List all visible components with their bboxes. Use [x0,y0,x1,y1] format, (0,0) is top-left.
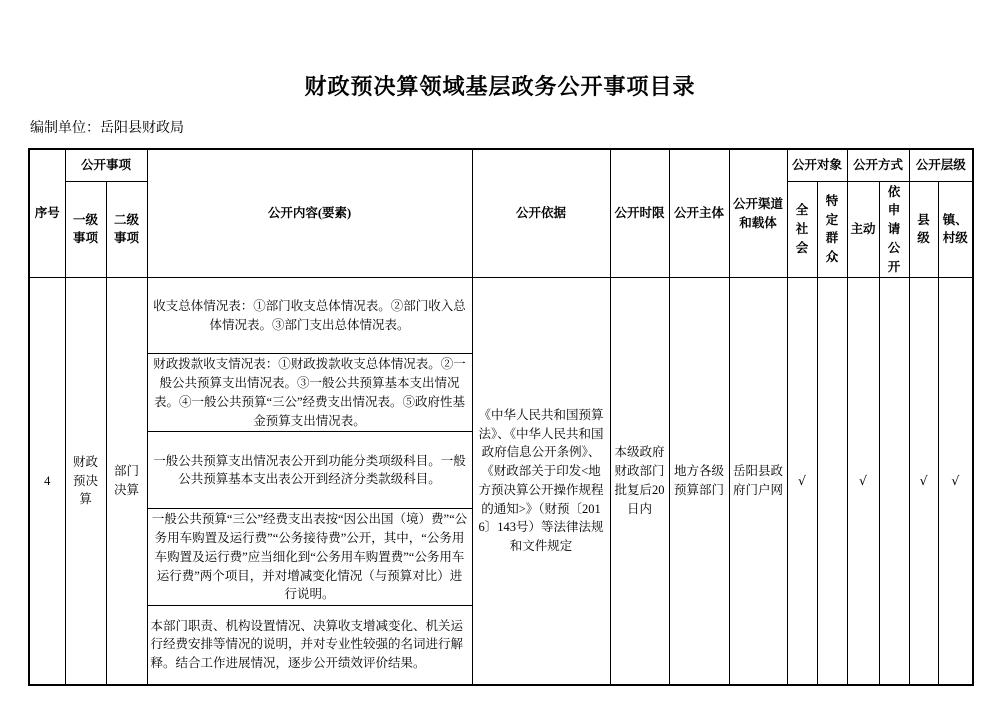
header-item-l2: 二级事项 [106,181,147,278]
cell-item-l2: 部门决算 [106,278,147,685]
cell-content-3: 一般公共预算支出情况表公开到功能分类项级科目。一般公共预算基本支出表公开到经济分类款级科目。 [147,432,472,509]
header-time-limit: 公开时限 [610,149,669,278]
table-row [29,278,973,354]
cell-check-county: √ [909,278,938,685]
header-basis: 公开依据 [472,149,610,278]
cell-subject: 地方各级预算部门 [669,278,729,685]
cell-channel: 岳阳县政府门户网 [729,278,787,685]
cell-content-4: 一般公共预算“三公”经费支出表按“因公出国（境）费”“公务用车购置及运行费”“公务接待费”公开，其中，“公务用车购置及运行费”应当细化到“公务用车购置费”“公务用车运行费”两个项目，并对增减变化情况（与预算对比）进行说明。 [147,509,472,606]
cell-content-5: 本部门职责、机构设置情况、决算收支增减变化、机关运行经费安排等情况的说明，并对专业性较强的名词进行解释。结合工作进展情况，逐步公开绩效评价结果。 [147,606,472,685]
header-row-1 [29,149,973,181]
cell-check-public: √ [787,278,817,685]
cell-content-2: 财政拨款收支情况表：①财政拨款收支总体情况表。②一般公共预算支出情况表。③一般公共预算基本支出情况表。④一般公共预算“三公”经费支出情况表。⑤政府性基金预算支出情况表。 [147,354,472,432]
header-channel: 公开渠道和载体 [729,149,787,278]
header-method-active: 主动 [847,181,879,278]
cell-seq: 4 [29,278,65,685]
header-level-county: 县级 [909,181,938,278]
cell-item-l1: 财政预决算 [65,278,106,685]
header-audience-group: 公开对象 [787,149,847,181]
header-audience-specific: 特定群众 [817,181,847,278]
cell-time-limit: 本级政府财政部门批复后20日内 [610,278,669,685]
header-level-town: 镇、村级 [938,181,973,278]
header-subject: 公开主体 [669,149,729,278]
cell-check-specific [817,278,847,685]
header-seq: 序号 [29,149,65,278]
cell-basis: 《中华人民共和国预算法》、《中华人民共和国政府信息公开条例》、《财政部关于印发<地方预决算公开操作规程的通知>》（财预〔2016〕143号）等法律法规和文件规定 [472,278,610,685]
header-content: 公开内容(要素) [147,149,472,278]
disclosure-catalog-table [28,148,974,686]
header-level-group: 公开层级 [909,149,973,181]
document-title: 财政预决算领域基层政务公开事项目录 [304,74,696,99]
cell-check-active: √ [847,278,879,685]
cell-check-request [879,278,909,685]
header-method-request: 依申请公开 [879,181,909,278]
cell-check-town: √ [938,278,973,685]
header-item-group: 公开事项 [65,149,147,181]
header-audience-public: 全社会 [787,181,817,278]
compiling-unit-label: 编制单位：岳阳县财政局 [30,121,184,136]
cell-content-1: 收支总体情况表：①部门收支总体情况表。②部门收入总体情况表。③部门支出总体情况表。 [147,278,472,354]
header-method-group: 公开方式 [847,149,909,181]
header-item-l1: 一级事项 [65,181,106,278]
